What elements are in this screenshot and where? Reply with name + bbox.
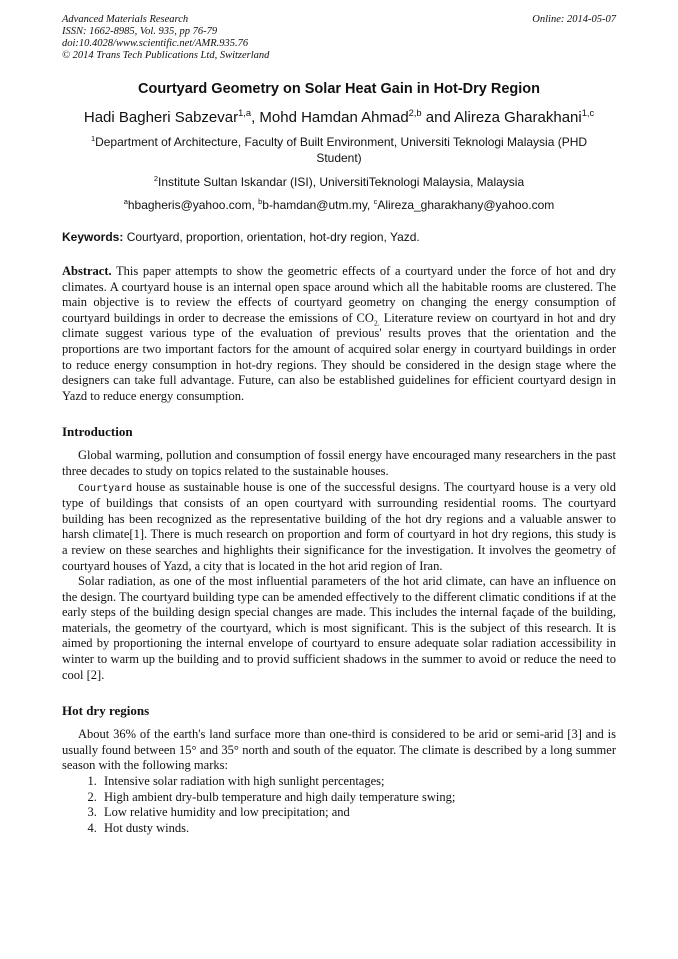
keywords-label: Keywords: xyxy=(62,230,124,244)
paper-title: Courtyard Geometry on Solar Heat Gain in Hot-Dry Region xyxy=(137,81,541,97)
affiliation-1 xyxy=(62,134,616,166)
author-list xyxy=(62,109,616,126)
journal-name: Advanced Materials Research xyxy=(62,14,189,25)
journal-issn: ISSN: 1662-8985, Vol. 935, pp 76-79 xyxy=(62,26,218,37)
author-sup: 2,b xyxy=(408,108,422,118)
affiliation-sup: 2 xyxy=(153,174,158,183)
list-item: 3. Low relative humidity and low precipitation; and xyxy=(100,805,616,821)
paragraph-text: house as sustainable house is one of the successful designs. The courtyard house is a very old type of buildings that consists of an open courtyard with surrounding residential rooms. The courtyard building has been recognized as the representative building of the hot dry regions and a valuable answer to harsh climate[1]. There is much research on proportion and form of courtyard in hot dry regions, this study is a review on these searches and highlights their significance for the investigation. It involves the geometry of courtyard houses of Yazd, a city that is located in the hot arid region of Iran. xyxy=(62,479,616,573)
abstract xyxy=(62,264,616,404)
abstract-label: Abstract. xyxy=(62,264,112,278)
courtyard-word: Courtyard xyxy=(78,482,133,494)
journal-header xyxy=(62,14,616,62)
hot-dry-paragraph: About 36% of the earth's land surface more than one-third is considered to be arid or semi-arid [3] and is usually found between 15° and 35° north and south of the equator. The climate is described by a long summer season with the following marks: xyxy=(62,727,616,773)
author-separator: and xyxy=(421,109,455,126)
author-name: Hadi Bagheri Sabzevar xyxy=(83,109,239,126)
affiliation-2 xyxy=(62,174,616,190)
online-date: Online: 2014-05-07 xyxy=(532,14,616,25)
author-name: Mohd Hamdan Ahmad xyxy=(259,109,409,126)
introduction-paragraph-2 xyxy=(62,480,616,575)
affiliation-text: Department of Architecture, Faculty of Built Environment, Universiti Teknologi Malaysia (PHD Student) xyxy=(95,135,588,165)
author-sup: 1,c xyxy=(581,108,595,118)
list-item: 1. Intensive solar radiation with high sunlight percentages; xyxy=(100,774,616,790)
hot-dry-heading: Hot dry regions xyxy=(62,703,150,719)
author-separator: , xyxy=(251,109,260,126)
email-sup: b xyxy=(258,197,263,206)
list-item: 2. High ambient dry-bulb temperature and high daily temperature swing; xyxy=(100,790,616,806)
email-sup: a xyxy=(123,197,128,206)
climate-marks-list xyxy=(62,774,616,836)
introduction-heading: Introduction xyxy=(62,424,133,440)
co2-subscript: 2. xyxy=(373,318,380,328)
email-c[interactable]: Alireza_gharakhany@yahoo.com xyxy=(377,198,555,212)
keywords xyxy=(62,230,616,244)
author-name: Alireza Gharakhani xyxy=(454,109,582,126)
journal-doi: doi:10.4028/www.scientific.net/AMR.935.76 xyxy=(62,38,249,49)
introduction-paragraph-1: Global warming, pollution and consumption of fossil energy have encouraged many researchers in the past three decades to study on topics related to the sustainable houses. xyxy=(62,448,616,478)
email-sup: c xyxy=(373,197,378,206)
list-item: 4. Hot dusty winds. xyxy=(100,821,616,837)
email-a[interactable]: hbagheris@yahoo.com, xyxy=(127,198,259,212)
keywords-text: Courtyard, proportion, orientation, hot-dry region, Yazd. xyxy=(123,230,420,244)
author-sup: 1,a xyxy=(238,108,252,118)
email-b[interactable]: b-hamdan@utm.my, xyxy=(262,198,374,212)
paper-page xyxy=(62,14,616,836)
author-emails xyxy=(62,198,616,212)
journal-copyright: © 2014 Trans Tech Publications Ltd, Switzerland xyxy=(62,50,270,61)
introduction-paragraph-3: Solar radiation, as one of the most influential parameters of the hot arid climate, can have an influence on the design. The courtyard building type can be amended effectively to the different climatic conditions if at the early steps of the building design special changes are made. This includes the internal façade of the building, materials, the geometry of the courtyard, which is most significant. This is the subject of this research. It is aimed by proportioning the internal envelope of courtyard to ensure adequate solar radiation accessibility in winter to warm up the building and to provid sufficient shadows in the summer to avoid or reduce the need to cool [2]. xyxy=(62,574,616,682)
abstract-text-continued: Literature review on courtyard in hot and dry climate suggest various type of the evaluation of previous' results proves that the orientation and the proportions are two important factors for the amount of acquired solar energy in courtyard buildings in order to reduce energy consumption in hot-dry regions. They should be considered in the design stage where the designers can take full advantage. Future, can also be established guidelines for efficient courtyard design in Yazd to reduce energy consumption. xyxy=(62,310,616,403)
affiliation-text: Institute Sultan Iskandar (ISI), UniversitiTeknologi Malaysia, Malaysia xyxy=(157,175,525,189)
affiliation-sup: 1 xyxy=(90,134,96,143)
abstract-text: This paper attempts to show the geometric effects of a courtyard under the force of hot and dry climates. A courtyard house is an internal open space around which all the habitable rooms are clustered. The main objective is to review the effects of courtyard geometry on changing the energy consumption of courtyard buildings in order to decrease the emissions of CO xyxy=(62,264,616,325)
